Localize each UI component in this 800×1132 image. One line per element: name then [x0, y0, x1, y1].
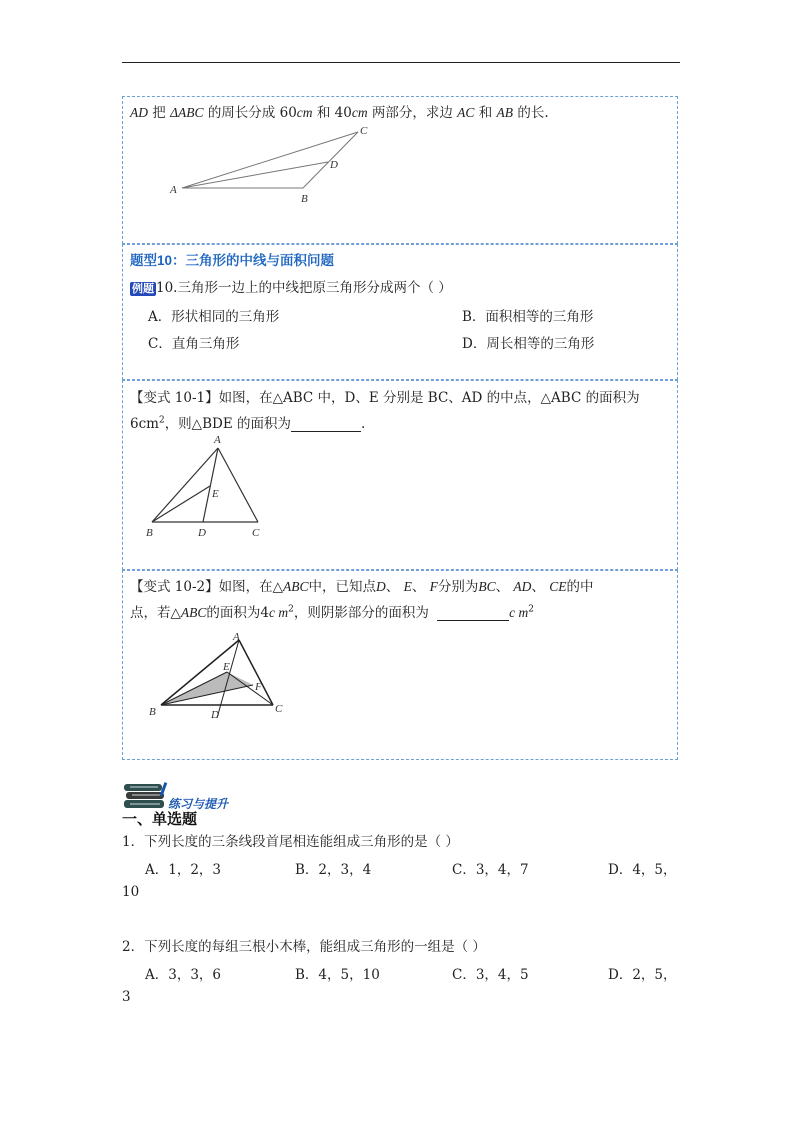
var-bc: BC	[478, 579, 496, 594]
label-b: B	[301, 193, 308, 205]
label-e: E	[223, 661, 230, 673]
word: ，则△BDE 的面积为	[164, 416, 291, 432]
q2-option-b[interactable]: B．4，5，10	[295, 967, 380, 983]
word: ，则阴影部分的面积为	[293, 605, 429, 621]
var-ad: AD	[130, 105, 148, 120]
variant1-line2	[130, 412, 365, 432]
q2-option-a[interactable]: A．3，3，6	[145, 967, 222, 983]
label-c: C	[360, 125, 368, 137]
var-abc: ABC	[180, 605, 207, 620]
question-ad-text	[130, 101, 549, 121]
q1-option-d-wrap: 10	[122, 884, 140, 900]
word: .	[360, 416, 366, 432]
q2-option-d[interactable]: D．2，5，	[608, 967, 677, 983]
option-d[interactable]: D．周长相等的三角形	[462, 336, 595, 352]
books-icon	[122, 781, 170, 811]
variant1-line1: 【变式 10-1】如图，在△ABC 中，D、E 分别是 BC、AD 的中点，△ABC 的面积为	[130, 390, 640, 406]
var-d: D	[376, 579, 386, 594]
example-badge: 例题	[132, 283, 154, 295]
separator: 、	[411, 579, 426, 595]
segment-be	[152, 486, 210, 522]
side-ab	[152, 448, 218, 522]
superscript: 2	[528, 604, 534, 615]
word: 的中	[566, 579, 594, 595]
separator: 、	[495, 579, 510, 595]
side-ac	[218, 448, 258, 522]
section-title: 一、单选题	[122, 811, 198, 828]
q1-option-d[interactable]: D．4，5，	[608, 862, 677, 878]
label-c: C	[252, 527, 260, 539]
label-c: C	[275, 703, 283, 715]
q1-option-a[interactable]: A．1，2，3	[145, 862, 222, 878]
word: 的周长分成	[207, 105, 276, 121]
var-abc: ABC	[283, 579, 309, 594]
word: 和	[478, 105, 493, 121]
answer-blank[interactable]	[291, 431, 361, 432]
var-ce: CE	[549, 579, 567, 594]
word: 两部分，求边	[371, 105, 453, 121]
label-d: D	[330, 159, 338, 171]
label-b: B	[146, 527, 153, 539]
segment-ad	[203, 448, 218, 522]
separator: 、	[531, 579, 545, 595]
area-value: 6cm	[130, 416, 159, 432]
unit: cm	[351, 105, 368, 120]
word: 点，若△	[130, 605, 181, 621]
unit: cm	[296, 105, 313, 120]
label-a: A	[233, 631, 240, 643]
header-rule	[122, 62, 680, 63]
variant2-line2	[130, 601, 534, 621]
option-b[interactable]: B．面积相等的三角形	[462, 309, 594, 325]
superscript: 2	[288, 604, 294, 615]
word: 和	[316, 105, 331, 121]
figure-triangle-ad	[160, 122, 380, 212]
label-a: A	[214, 434, 221, 446]
example-stem: 10.三角形一边上的中线把原三角形分成两个（ ）	[156, 280, 452, 296]
unit: c m	[268, 605, 289, 620]
separator: 、	[385, 579, 400, 595]
q2-option-d-wrap: 3	[122, 989, 131, 1005]
word: 分别为	[437, 579, 479, 595]
label-f: F	[255, 681, 262, 693]
label-d: D	[211, 709, 219, 721]
var-ac: AC	[457, 105, 475, 120]
label-e: E	[212, 488, 219, 500]
topic-heading: 题型10：三角形的中线与面积问题	[130, 253, 335, 268]
number: 40	[334, 105, 352, 121]
q2-stem: 2．下列长度的每组三根小木棒，能组成三角形的一组是（ ）	[122, 939, 486, 955]
option-c[interactable]: C．直角三角形	[148, 336, 240, 352]
var-ad: AD	[513, 579, 532, 594]
word: 的长.	[517, 105, 549, 121]
var-e: E	[403, 579, 412, 594]
example-question	[130, 276, 452, 296]
figure-shaded-triangle	[145, 628, 295, 723]
variant2-line1	[130, 575, 593, 595]
practice-banner-label: 练习与提升	[168, 797, 229, 811]
label-a: A	[170, 184, 177, 196]
number: 60	[279, 105, 297, 121]
side-ac	[239, 640, 273, 705]
q2-option-c[interactable]: C．3，4，5	[452, 967, 529, 983]
q1-stem: 1．下列长度的三条线段首尾相连能组成三角形的是（ ）	[122, 834, 459, 850]
q1-option-b[interactable]: B．2，3，4	[295, 862, 372, 878]
superscript: 2	[158, 415, 165, 426]
answer-blank[interactable]	[437, 620, 509, 621]
word: 中，已知点	[308, 579, 377, 595]
var-ab: AB	[496, 105, 514, 120]
figure-triangle-bde	[140, 432, 280, 542]
word: 【变式 10-2】如图，在△	[130, 579, 284, 595]
segment-ad	[182, 162, 328, 188]
word: 把	[152, 105, 166, 121]
q1-option-c[interactable]: C．3，4，7	[452, 862, 529, 878]
unit: c m	[509, 605, 529, 620]
var-triangle: ΔABC	[170, 105, 204, 120]
label-b: B	[149, 706, 156, 718]
word: 的面积为4	[206, 605, 269, 621]
label-d: D	[198, 527, 206, 539]
var-f: F	[429, 579, 438, 594]
option-a[interactable]: A．形状相同的三角形	[148, 309, 280, 325]
